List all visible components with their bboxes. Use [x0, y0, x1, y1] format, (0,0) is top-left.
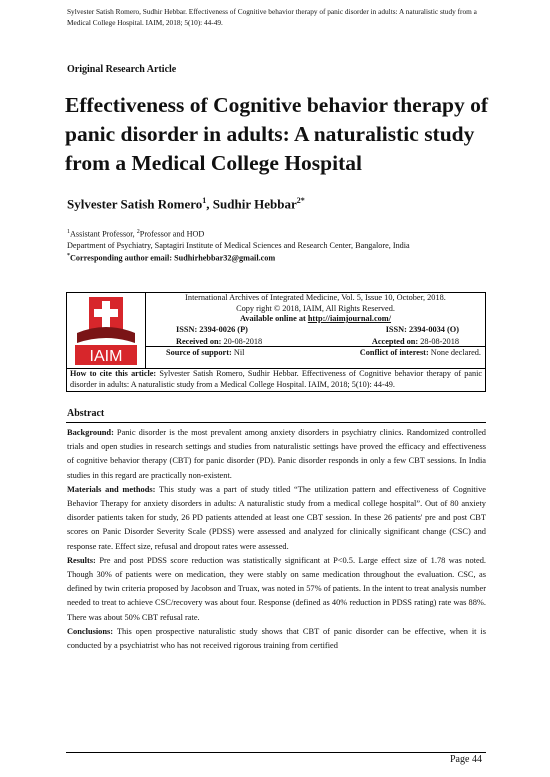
- page-number: Page 44: [450, 754, 482, 765]
- methods-text: This study was a part of study titled “The utilization pattern and effectiveness of Cognitive Behavior Therapy for anxiety disorders in adults: A naturalistic study from a medical college hospital”. Out of 80 anxiety disorder patients taken for study, 26 PD patients attended at least one CBT session. In these 26 patients' pre and post CBT scores on Panic Disorder Severity Scale (PDSS) were assessed and analyzed for clinically significant change (CSC) and response rate. Effect size, refusal and dropout rates were assessed.: [67, 484, 486, 551]
- conflict-value: None declared.: [428, 347, 481, 357]
- support-value: Nil: [231, 347, 245, 357]
- issn-print: ISSN: 2394-0026 (P): [176, 324, 248, 334]
- accepted-label: Accepted on:: [371, 337, 419, 347]
- received-label: Received on:: [176, 337, 222, 347]
- availability-line: [146, 314, 485, 325]
- cite-text: Sylvester Satish Romero, Sudhir Hebbar. Effectiveness of Cognitive behavior therapy of panic disorder in adults: A naturalistic study from a Medical College Hospital. IAIM, 2018; 5(10): 44-49.: [70, 369, 482, 389]
- corresponding-email: Corresponding author email: Sudhirhebbar32@gmail.com: [70, 253, 276, 263]
- affiliations: [67, 227, 487, 263]
- results-text: Pre and post PDSS score reduction was statistically significant at P<0.5. Large effect size of 1.78 was noted. Though 30% of patients were on medication, they were stably on same medication throughout the evaluation. CSC, as defined by twin criteria proposed by Jacobson and Truax, was noted in 57% of patients. In the intent to treat analysis number needed to treat to achieve CSC/recovery was about four. Response (defined as 40% reduction in PDSS rating) rate was 88%. There was about 50% CBT refusal rate.: [67, 555, 486, 622]
- article-type: Original Research Article: [67, 64, 177, 75]
- footer-rule: [66, 752, 486, 753]
- background-label: Background:: [67, 428, 114, 437]
- role-superscript: 2: [136, 229, 140, 235]
- cite-label: How to cite this article:: [70, 369, 157, 378]
- abstract-conclusions: [67, 625, 486, 653]
- logo-text: IAIM: [89, 348, 123, 365]
- logo-wings: [77, 327, 135, 343]
- copyright-line: Copy right © 2018, IAIM, All Rights Reserved.: [236, 303, 395, 313]
- conflict-label: Conflict of interest:: [359, 347, 429, 357]
- author-roles: [67, 227, 487, 240]
- received-value: 20-08-2018: [221, 337, 263, 347]
- abstract-results: [67, 554, 486, 625]
- abstract-background: [67, 426, 486, 483]
- results-label: Results:: [67, 555, 96, 565]
- background-text: Panic disorder is the most prevalent among anxiety disorders in psychiatry clinics. Randomized controlled trials and open studies in research settings and studies from naturalistic settings have proved the efficacy and effectiveness of cognitive behavior therapy (CBT) for panic disorder (PD). Panic disorder responds in only a few CBT sessions. In India studies in this regard are practically non-existent.: [67, 428, 486, 480]
- author-superscript: 1: [202, 196, 207, 205]
- abstract-body: [67, 426, 486, 653]
- journal-line: International Archives of Integrated Medicine, Vol. 5, Issue 10, October, 2018.: [185, 293, 446, 302]
- role-superscript: 1: [67, 229, 70, 235]
- corresponding-author: [67, 251, 487, 264]
- source-of-support: [166, 348, 244, 359]
- issn-online: ISSN: 2394-0034 (O): [385, 324, 459, 334]
- author-name: Sudhir Hebbar: [212, 196, 297, 212]
- conclusions-label: Conclusions:: [67, 626, 114, 636]
- abstract-heading: Abstract: [67, 408, 105, 419]
- support-row: [146, 348, 485, 359]
- author-superscript: 2*: [296, 196, 305, 205]
- role-text: Assistant Professor,: [70, 229, 137, 239]
- conflict-of-interest: [360, 348, 481, 359]
- methods-label: Materials and methods:: [67, 484, 156, 494]
- publication-details: [146, 293, 485, 359]
- info-divider: [146, 346, 485, 347]
- running-head: Sylvester Satish Romero, Sudhir Hebbar. Effectiveness of Cognitive behavior therapy of panic disorder in adults: A naturalistic study from a Medical College Hospital. IAIM, 2018; 5(10): 44-49.: [67, 7, 477, 27]
- abstract-rule: [66, 422, 486, 423]
- role-text: Professor and HOD: [139, 229, 205, 239]
- how-to-cite: [70, 369, 482, 391]
- journal-link[interactable]: http://iaimjournal.com/: [307, 314, 392, 324]
- accepted-value: 28-08-2018: [418, 337, 459, 347]
- conclusions-text: This open prospective naturalistic study shows that CBT of panic disorder can be effective, when it is conducted by a psychiatrist who has not received rigorous training from certified: [67, 626, 486, 651]
- abstract-methods: [67, 483, 486, 554]
- journal-info-box: [66, 292, 486, 392]
- corresponding-superscript: *: [67, 252, 70, 259]
- support-label: Source of support:: [166, 347, 232, 357]
- logo-cross-horizontal: [94, 309, 118, 317]
- availability-label: Available online at: [239, 314, 308, 324]
- logo-graphic: [67, 293, 145, 367]
- article-title: Effectiveness of Cognitive behavior therapy of panic disorder in adults: A naturalistic study from a Medical College Hospital: [65, 93, 488, 175]
- issn-row: [146, 325, 485, 336]
- author-separator: ,: [206, 196, 213, 212]
- author-list: [67, 196, 305, 212]
- department: Department of Psychiatry, Saptagiri Institute of Medical Sciences and Research Center, Bangalore, India: [67, 240, 410, 250]
- iaim-logo: [67, 293, 146, 368]
- author-name: Sylvester Satish Romero: [67, 196, 203, 212]
